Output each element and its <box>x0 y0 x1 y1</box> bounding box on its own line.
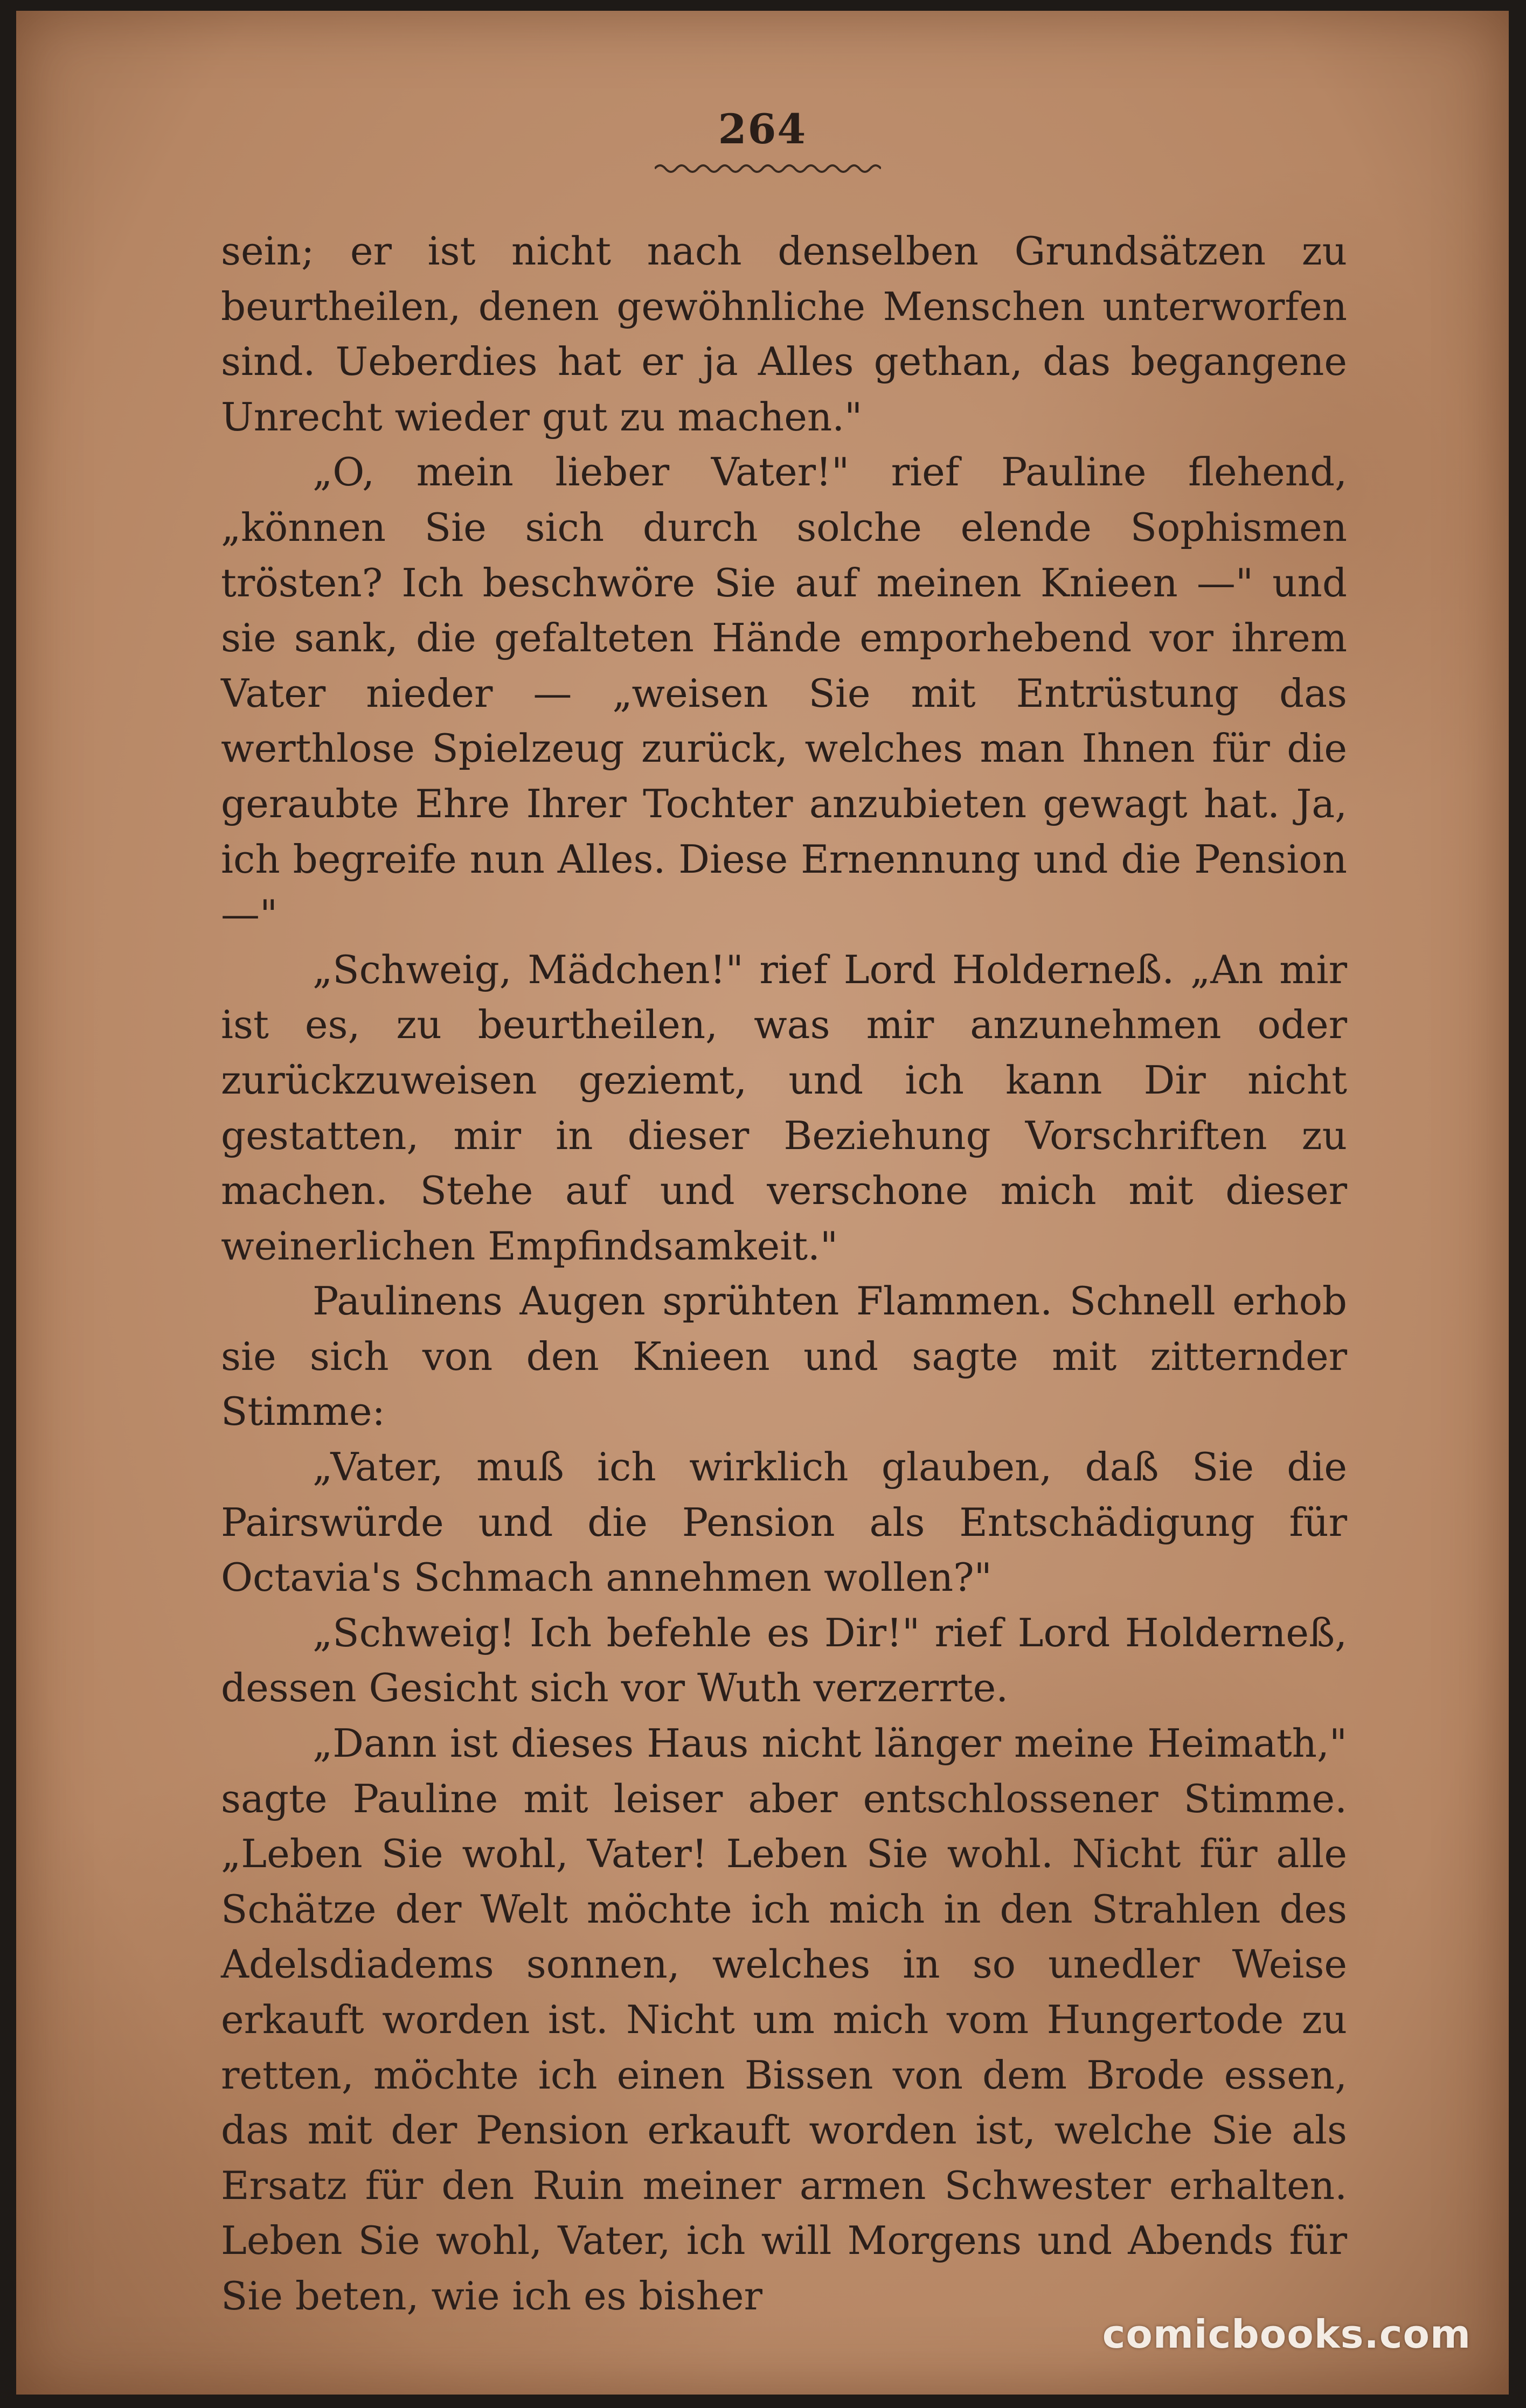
paragraph-5: „Vater, muß ich wirklich glauben, daß Sie die Pairswürde und die Pension als Entschädigung für Octavia's Schmach annehmen wollen?" <box>221 1444 1347 1600</box>
watermark: comicbooks.com <box>1102 2312 1471 2357</box>
wavy-rule-ornament <box>655 161 881 177</box>
page-number: 264 <box>718 105 807 153</box>
body-text <box>221 224 1347 2324</box>
paragraph-2: „O, mein lieber Vater!" rief Pauline flehend, „können Sie sich durch solche elende Sophismen trösten? Ich beschwöre Sie auf meinen Knieen —" und sie sank, die gefalteten Hände emporhebend vor ihrem Vater nieder — „weisen Sie mit Entrüstung das werthlose Spielzeug zurück, welches man Ihnen für die geraubte Ehre Ihrer Tochter anzubieten gewagt hat. Ja, ich begreife nun Alles. Diese Ernennung und die Pension —" <box>221 449 1347 937</box>
paragraph-4: Paulinens Augen sprühten Flammen. Schnell erhob sie sich von den Knieen und sagte mit zitternder Stimme: <box>221 1278 1347 1435</box>
paragraph-3: „Schweig, Mädchen!" rief Lord Holderneß. „An mir ist es, zu beurtheilen, was mir anzunehmen oder zurückzuweisen geziemt, und ich kann Dir nicht gestatten, mir in dieser Beziehung Vorschriften zu machen. Stehe auf und verschone mich mit dieser weinerlichen Empfindsamkeit." <box>221 947 1347 1269</box>
book-page <box>16 11 1509 2395</box>
paragraph-7: „Dann ist dieses Haus nicht länger meine Heimath," sagte Pauline mit leiser aber entschlossener Stimme. „Leben Sie wohl, Vater! Leben Sie wohl. Nicht für alle Schätze der Welt möchte ich mich in den Strahlen des Adelsdiadems sonnen, welches in so unedler Weise erkauft worden ist. Nicht um mich vom Hungertode zu retten, möchte ich einen Bissen von dem Brode essen, das mit der Pension erkauft worden ist, welche Sie als Ersatz für den Ruin meiner armen Schwester erhalten. Leben Sie wohl, Vater, ich will Morgens und Abends für Sie beten, wie ich es bisher <box>221 1721 1347 2319</box>
paragraph-6: „Schweig! Ich befehle es Dir!" rief Lord Holderneß, dessen Gesicht sich vor Wuth verzerrte. <box>221 1610 1347 1711</box>
paragraph-1: sein; er ist nicht nach denselben Grundsätzen zu beurtheilen, denen gewöhnliche Menschen unterworfen sind. Ueberdies hat er ja Alles gethan, das begangene Unrecht wieder gut zu machen." <box>221 228 1347 440</box>
